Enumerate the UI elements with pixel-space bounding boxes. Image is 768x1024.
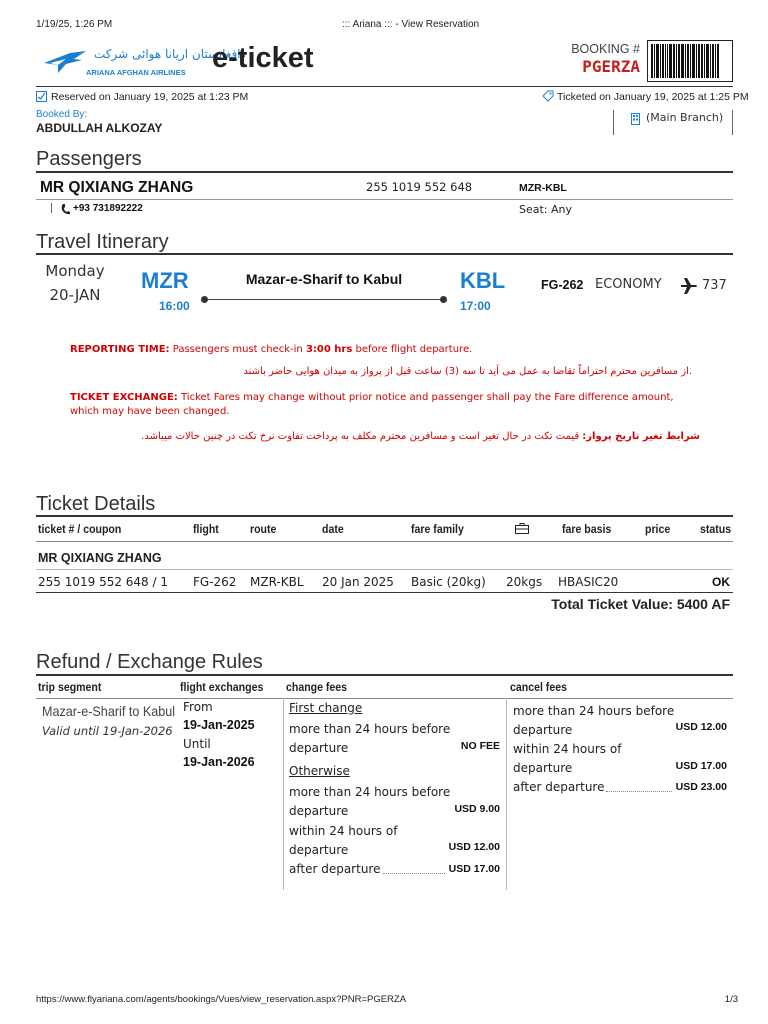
branch: (Main Branch) [646,111,724,124]
passenger-seat: Seat: Any [519,203,573,216]
booking-barcode [647,40,733,82]
booked-by-label: Booked By: [36,109,88,120]
dest-code: KBL [460,268,506,293]
ticket-passenger-name: MR QIXIANG ZHANG [38,551,162,565]
cancel-fee-3-condition: after departure [513,780,605,794]
reporting-time-notice [70,344,472,355]
change-fee-3-condition: after departure [289,862,381,876]
itinerary-day: Monday [45,262,105,280]
table-row-baggage: 20kgs [506,575,543,589]
change-fee-1-condition: more than 24 hours before departure [289,785,451,818]
reporting-time-text-a: Passengers must check-in [172,344,303,355]
total-ticket-value: Total Ticket Value: 5400 AF [551,596,730,612]
passenger-name: MR QIXIANG ZHANG [40,179,194,196]
rules-from-date: 19-Jan-2025 [183,718,255,732]
cancel-fee-2-condition: within 24 hours of departure [513,742,622,775]
rules-valid-until: Valid until 19-Jan-2026 [42,724,173,738]
airplane-icon [681,278,698,294]
reporting-time-local: .از مسافرین محترم احتراماً تقاضا به عمل می آید تا سه (3) ساعت قبل از پرواز به میدان هوایی حاضر باشند [243,366,692,377]
route-start-dot [201,296,208,303]
rules-until-date: 19-Jan-2026 [183,755,255,769]
col-route: route [250,522,277,536]
table-row-fare-family: Basic (20kg) [411,575,486,589]
change-fee-2: USD 12.00 [448,841,500,853]
reporting-time-hours: 3:00 hrs [305,344,353,355]
first-change-fee: NO FEE [460,740,500,752]
change-fee-2-condition: within 24 hours of departure [289,824,398,857]
passenger-ticket-number: 255 1019 552 648 [366,180,473,194]
flight-number: FG-262 [541,278,584,292]
col-date: date [322,522,344,536]
ticket-exchange-local-label: شرایط تغیر تاریخ پرواز: [582,431,700,442]
route-name: Mazar-e-Sharif to Kabul [245,271,403,287]
building-icon [630,113,641,125]
route-line [204,299,444,300]
first-change-condition: more than 24 hours before departure [289,722,451,755]
origin-time: 16:00 [159,299,190,313]
col-ticket: ticket # / coupon [38,522,122,536]
table-row-route: MZR-KBL [250,575,304,589]
rules-until-label: Until [183,737,211,751]
origin-code: MZR [141,268,189,293]
rules-col-segment: trip segment [38,680,102,694]
ticket-exchange-notice [70,391,700,419]
table-row-ticket: 255 1019 552 648 / 1 [38,575,169,589]
col-fare-family: fare family [411,522,464,536]
passenger-phone: +93 731892222 [73,203,143,214]
print-datetime: 1/19/25, 1:26 PM [36,19,113,30]
cancel-fee-2: USD 17.00 [675,760,727,772]
print-url: https://www.flyariana.com/agents/bookings/Vues/view_reservation.aspx?PNR=PGERZA [36,994,407,1005]
ticket-details-title: Ticket Details [36,493,156,515]
ticket-exchange-label: TICKET EXCHANGE: [70,392,178,403]
airline-name: ARIANA AFGHAN AIRLINES [86,68,186,77]
rules-from-label: From [183,700,213,714]
col-flight: flight [193,522,219,536]
itinerary-title: Travel Itinerary [36,231,169,253]
col-status: status [700,522,732,536]
cancel-fee-3: USD 23.00 [675,781,727,793]
col-fare-basis: fare basis [562,522,612,536]
otherwise-label: Otherwise [289,764,350,778]
reporting-time-label: REPORTING TIME: [70,344,170,355]
rules-title: Refund / Exchange Rules [36,651,263,673]
passenger-route: MZR-KBL [519,182,567,194]
change-fee-3: USD 17.00 [448,863,500,875]
ticket-exchange-local [141,431,700,442]
tag-icon [542,90,554,102]
reserved-on: Reserved on January 19, 2025 at 1:23 PM [51,91,249,103]
route-end-dot [440,296,447,303]
airline-bird-icon [44,51,86,73]
baggage-icon [515,523,529,534]
page-title: e-ticket [212,42,314,74]
cabin-class: ECONOMY [595,277,662,292]
rules-segment: Mazar-e-Sharif to Kabul [42,703,176,719]
booked-by-name: ABDULLAH ALKOZAY [36,121,163,135]
booking-ref: PGERZA [582,57,640,76]
aircraft-type: 737 [702,278,727,293]
cancel-fee-1-condition: more than 24 hours before departure [513,704,675,737]
print-page-title: ::: Ariana ::: - View Reservation [342,19,480,30]
phone-icon [61,204,70,215]
table-row-fare-basis: HBASIC20 [558,575,619,589]
col-price: price [645,522,671,536]
change-fee-1: USD 9.00 [454,803,500,815]
itinerary-date: 20-JAN [49,286,101,304]
ticketed-on: Ticketed on January 19, 2025 at 1:25 PM [557,91,749,103]
reporting-time-text-b: before flight departure. [355,344,473,355]
airline-name-local: دافغانستان اریانا هوائی شرکت [94,47,246,61]
ticket-exchange-local-text: قیمت تکت در حال تغیر است و مسافرین محترم مکلف به پرداخت تفاوت نرخ تکت در چنین حالات میباشد. [141,431,580,442]
airline-logo [44,47,246,81]
rules-col-exchanges: flight exchanges [180,680,264,694]
table-row-date: 20 Jan 2025 [322,575,394,589]
ticket-exchange-text: Ticket Fares may change without prior notice and passenger shall pay the Fare difference amount, which may have been changed. [70,392,674,417]
print-page-number: 1/3 [724,994,738,1005]
dest-time: 17:00 [460,299,491,313]
table-row-status: OK [712,575,730,589]
passengers-title: Passengers [36,148,142,170]
first-change-label: First change [289,701,363,715]
booking-label: BOOKING # [571,42,640,56]
rules-col-cancel: cancel fees [510,680,567,694]
table-row-flight: FG-262 [193,575,237,589]
rules-col-change: change fees [286,680,348,694]
calendar-check-icon [36,90,47,102]
cancel-fee-1: USD 12.00 [675,721,727,733]
